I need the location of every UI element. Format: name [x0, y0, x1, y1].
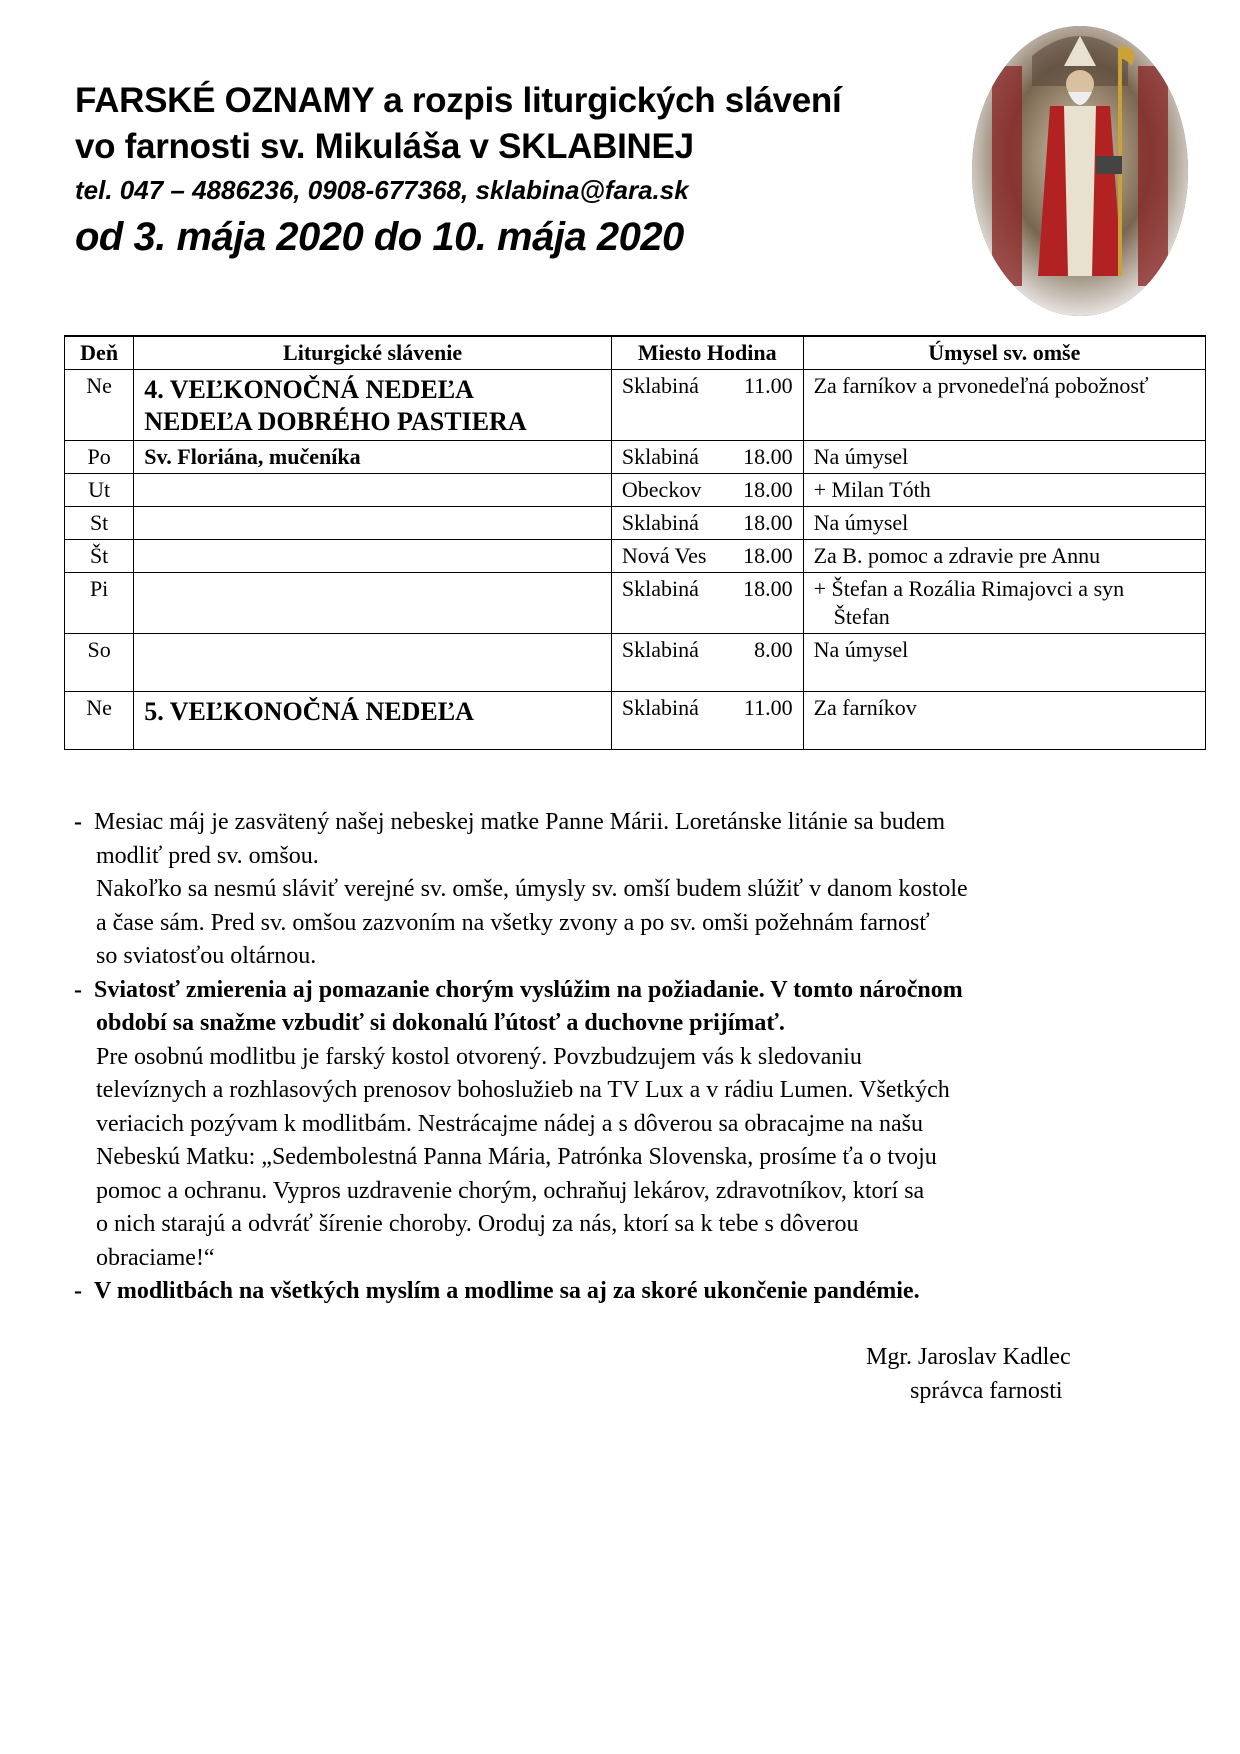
- table-row: [65, 474, 1206, 507]
- signature-role: správca farnosti: [910, 1378, 1063, 1404]
- celebration-cell: Sv. Floriána, mučeníka: [134, 441, 612, 474]
- announcement-line: so sviatosťou oltárnou.: [96, 943, 317, 969]
- table-row: [65, 441, 1206, 474]
- announcement-line: modliť pred sv. omšou.: [96, 842, 319, 869]
- day-cell: St: [65, 507, 134, 540]
- announcement-line: [74, 1275, 1164, 1309]
- celebration-line: 4. VEĽKONOČNÁ NEDEĽA: [144, 375, 474, 404]
- announcement-line: [74, 974, 1164, 1008]
- header-celebration: Liturgické slávenie: [134, 336, 612, 370]
- place-time-cell: [611, 474, 803, 507]
- table-row: [65, 573, 1206, 634]
- place-time-cell: [611, 540, 803, 573]
- announcement-line: [74, 806, 1164, 840]
- celebration-cell: [134, 540, 612, 573]
- announcement-line: Pre osobnú modlitbu je farský kostol otvorený. Povzbudzujem vás k sledovaniu: [96, 1043, 862, 1070]
- announcement-line: pomoc a ochranu. Vypros uzdravenie chorým, ochraňuj lekárov, zdravotníkov, ktorí sa: [96, 1177, 925, 1204]
- celebration-cell: [134, 573, 612, 634]
- announcement-text: Sviatosť zmierenia aj pomazanie chorým vyslúžim na požiadanie. V tomto náročnom: [94, 976, 963, 1003]
- table-row: [65, 692, 1206, 750]
- place: Sklabiná: [621, 373, 699, 398]
- announcements: [74, 806, 1164, 1309]
- intention-line: Štefan: [833, 604, 890, 629]
- table-row: [65, 540, 1206, 573]
- celebration-cell: 5. VEĽKONOČNÁ NEDEĽA: [134, 692, 612, 750]
- time: 18.00: [743, 477, 793, 502]
- day-cell: So: [65, 634, 134, 692]
- place: Sklabiná: [621, 576, 699, 601]
- place: Sklabiná: [621, 695, 699, 720]
- celebration-cell: [134, 507, 612, 540]
- place: Sklabiná: [621, 510, 699, 535]
- header-day: Deň: [65, 336, 134, 370]
- place: Sklabiná: [621, 637, 699, 662]
- day-cell: Ne: [65, 370, 134, 441]
- place-time-cell: [611, 507, 803, 540]
- day-cell: Ne: [65, 692, 134, 750]
- place-time-cell: [611, 441, 803, 474]
- celebration-cell: [134, 474, 612, 507]
- announcement-line: období sa snažme vzbudiť si dokonalú ľútosť a duchovne prijímať.: [96, 1010, 785, 1036]
- time: 18.00: [743, 576, 793, 601]
- bullet-dash: -: [74, 976, 82, 1003]
- announcement-line: a čase sám. Pred sv. omšou zazvoním na všetky zvony a po sv. omši požehnám farnosť: [96, 909, 930, 936]
- table-row: [65, 370, 1206, 441]
- contact-line: tel. 047 – 4886236, 0908-677368, sklabina@fara.sk: [75, 175, 689, 205]
- announcement-text: V modlitbách na všetkých myslím a modlime sa aj za skoré ukončenie pandémie.: [94, 1278, 920, 1304]
- table-row: [65, 634, 1206, 692]
- announcement-line: Nakoľko sa nesmú sláviť verejné sv. omše, úmysly sv. omší budem slúžiť v danom kostole: [96, 876, 968, 902]
- time: 11.00: [743, 695, 793, 720]
- page-subtitle: vo farnosti sv. Mikuláša v SKLABINEJ: [75, 127, 694, 166]
- saint-statue-illustration: [972, 26, 1188, 316]
- celebration-cell: [134, 634, 612, 692]
- date-range: od 3. mája 2020 do 10. mája 2020: [75, 215, 684, 259]
- day-cell: Pi: [65, 573, 134, 634]
- place-time-cell: [611, 573, 803, 634]
- bullet-dash: -: [74, 1278, 82, 1304]
- announcement-line: veriacich pozývam k modlitbám. Nestrácajme nádej a s dôverou sa obracajme na našu: [96, 1110, 924, 1137]
- intention-cell: Za farníkov a prvonedeľná pobožnosť: [803, 370, 1205, 441]
- intention-cell: + Milan Tóth: [803, 474, 1205, 507]
- day-cell: Št: [65, 540, 134, 573]
- page-title: FARSKÉ OZNAMY a rozpis liturgických slávení: [75, 81, 842, 120]
- day-cell: Ut: [65, 474, 134, 507]
- place: Sklabiná: [621, 444, 699, 469]
- announcement-line: obraciame!“: [96, 1244, 215, 1271]
- intention-cell: Za B. pomoc a zdravie pre Annu: [803, 540, 1205, 573]
- time: 8.00: [754, 637, 793, 662]
- announcement-line: Nebeskú Matku: „Sedembolestná Panna Mária, Patrónka Slovenska, prosíme ťa o tvoju: [96, 1144, 937, 1170]
- bullet-dash: -: [74, 809, 82, 835]
- place-time-cell: [611, 634, 803, 692]
- celebration-line: NEDEĽA DOBRÉHO PASTIERA: [144, 407, 527, 436]
- celebration-cell: [134, 370, 612, 441]
- table-row: [65, 507, 1206, 540]
- header-place-time: Miesto Hodina: [611, 336, 803, 370]
- intention-cell: Na úmysel: [803, 634, 1205, 692]
- signature-name: Mgr. Jaroslav Kadlec: [866, 1344, 1071, 1370]
- liturgy-schedule-table: [64, 335, 1206, 750]
- place-time-cell: [611, 692, 803, 750]
- place-time-cell: [611, 370, 803, 441]
- intention-line: + Štefan a Rozália Rimajovci a syn: [813, 576, 1125, 601]
- time: 18.00: [743, 510, 793, 535]
- time: 18.00: [743, 444, 793, 469]
- header-intention: Úmysel sv. omše: [803, 336, 1205, 370]
- intention-cell: Na úmysel: [803, 441, 1205, 474]
- table-header-row: [65, 336, 1206, 370]
- time: 11.00: [743, 373, 793, 398]
- saint-nicholas-image: [972, 26, 1188, 316]
- day-cell: Po: [65, 441, 134, 474]
- intention-cell: Na úmysel: [803, 507, 1205, 540]
- place: Obeckov: [621, 477, 702, 502]
- time: 18.00: [743, 543, 793, 568]
- announcement-line: televíznych a rozhlasových prenosov bohoslužieb na TV Lux a v rádiu Lumen. Všetkých: [96, 1077, 950, 1103]
- place: Nová Ves: [621, 543, 707, 568]
- announcement-text: Mesiac máj je zasvätený našej nebeskej matke Panne Márii. Loretánske litánie sa budem: [94, 809, 946, 835]
- announcement-line: o nich starajú a odvráť šírenie choroby. Oroduj za nás, ktorí sa k tebe s dôverou: [96, 1211, 859, 1237]
- signature-block: [866, 1340, 1071, 1408]
- intention-cell: Za farníkov: [803, 692, 1205, 750]
- intention-cell: [803, 573, 1205, 634]
- header: [75, 78, 975, 264]
